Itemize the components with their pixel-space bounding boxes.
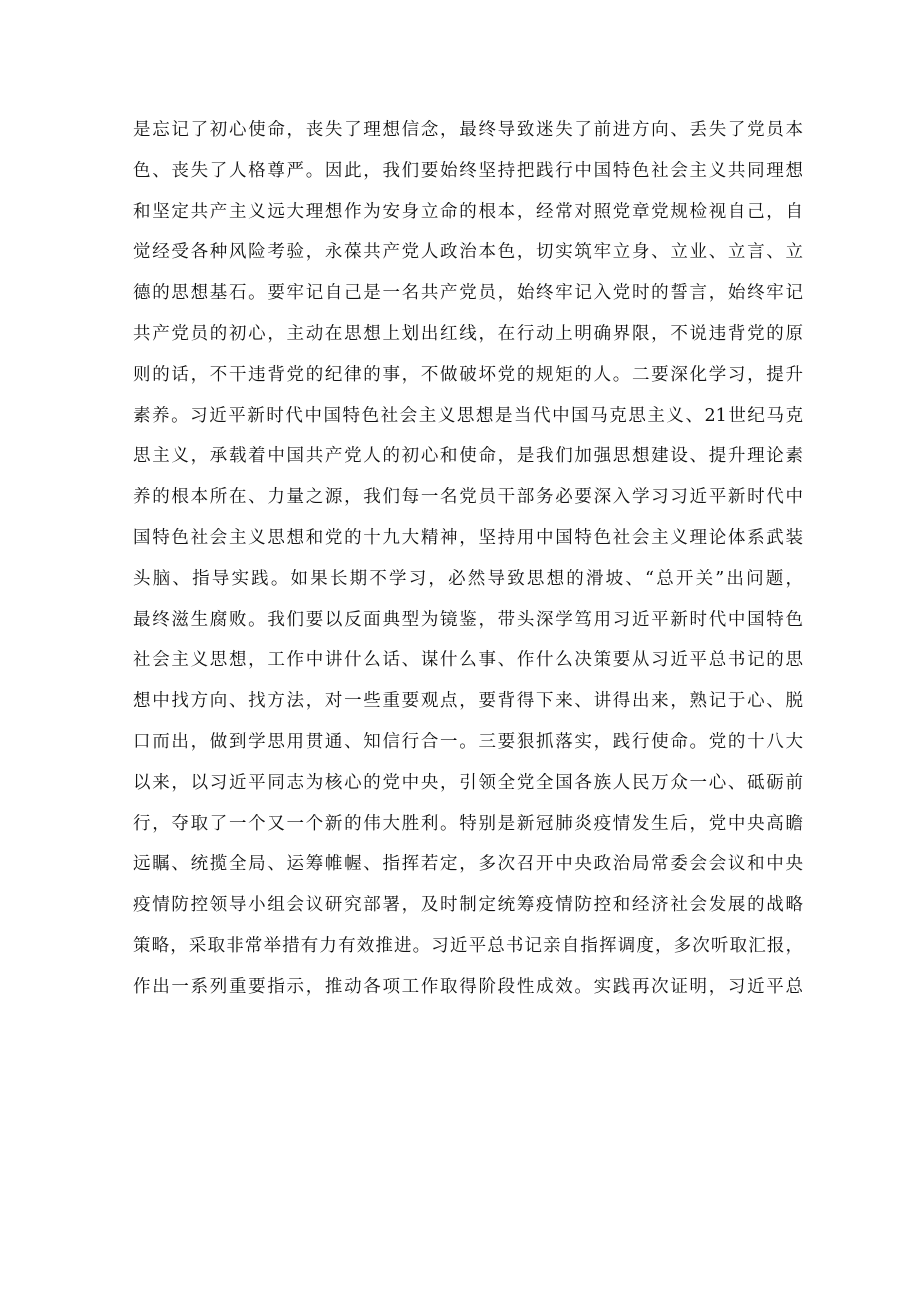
body-text — [133, 110, 803, 1008]
text-line: 和坚定共产主义远大理想作为安身立命的根本，经常对照党章党规检视自己，自 — [133, 201, 803, 222]
text-line: 素养。习近平新时代中国特色社会主义思想是当代中国马克思主义、21世纪马克 — [133, 405, 803, 426]
text-line: 养的根本所在、力量之源，我们每一名党员干部务必要深入学习习近平新时代中 — [133, 487, 803, 508]
text-line: 觉经受各种风险考验，永葆共产党人政治本色，切实筑牢立身、立业、立言、立 — [133, 242, 803, 263]
text-line: 作出一系列重要指示，推动各项工作取得阶段性成效。实践再次证明，习近平总 — [133, 976, 803, 997]
text-line: 则的话，不干违背党的纪律的事，不做破坏党的规矩的人。二要深化学习，提升 — [133, 364, 803, 385]
text-line: 社会主义思想，工作中讲什么话、谋什么事、作什么决策要从习近平总书记的思 — [133, 650, 803, 671]
text-line: 行，夺取了一个又一个新的伟大胜利。特别是新冠肺炎疫情发生后，党中央高瞻 — [133, 813, 803, 834]
text-line: 国特色社会主义思想和党的十九大精神，坚持用中国特色社会主义理论体系武装 — [133, 527, 803, 548]
text-line: 色、丧失了人格尊严。因此，我们要始终坚持把践行中国特色社会主义共同理想 — [133, 160, 803, 181]
text-line: 想中找方向、找方法，对一些重要观点，要背得下来、讲得出来，熟记于心、脱 — [133, 691, 803, 712]
text-line: 是忘记了初心使命，丧失了理想信念，最终导致迷失了前进方向、丢失了党员本 — [133, 120, 803, 140]
text-line: 思主义，承载着中国共产党人的初心和使命，是我们加强思想建设、提升理论素 — [133, 446, 803, 467]
text-line: 以来，以习近平同志为核心的党中央，引领全党全国各族人民万众一心、砥砺前 — [133, 772, 803, 793]
text-line: 共产党员的初心，主动在思想上划出红线，在行动上明确界限，不说违背党的原 — [133, 323, 803, 344]
text-line: 口而出，做到学思用贯通、知信行合一。三要狠抓落实，践行使命。党的十八大 — [133, 731, 803, 752]
text-line: 头脑、指导实践。如果长期不学习，必然导致思想的滑坡、“总开关”出问题， — [133, 568, 803, 589]
text-line: 疫情防控领导小组会议研究部署，及时制定统筹疫情防控和经济社会发展的战略 — [133, 895, 803, 916]
text-line: 策略，采取非常举措有力有效推进。习近平总书记亲自指挥调度，多次听取汇报， — [133, 935, 803, 956]
text-line: 最终滋生腐败。我们要以反面典型为镜鉴，带头深学笃用习近平新时代中国特色 — [133, 609, 803, 630]
text-line: 远瞩、统揽全局、运筹帷幄、指挥若定，多次召开中央政治局常委会会议和中央 — [133, 854, 803, 875]
text-line: 德的思想基石。要牢记自己是一名共产党员，始终牢记入党时的誓言，始终牢记 — [133, 283, 803, 304]
